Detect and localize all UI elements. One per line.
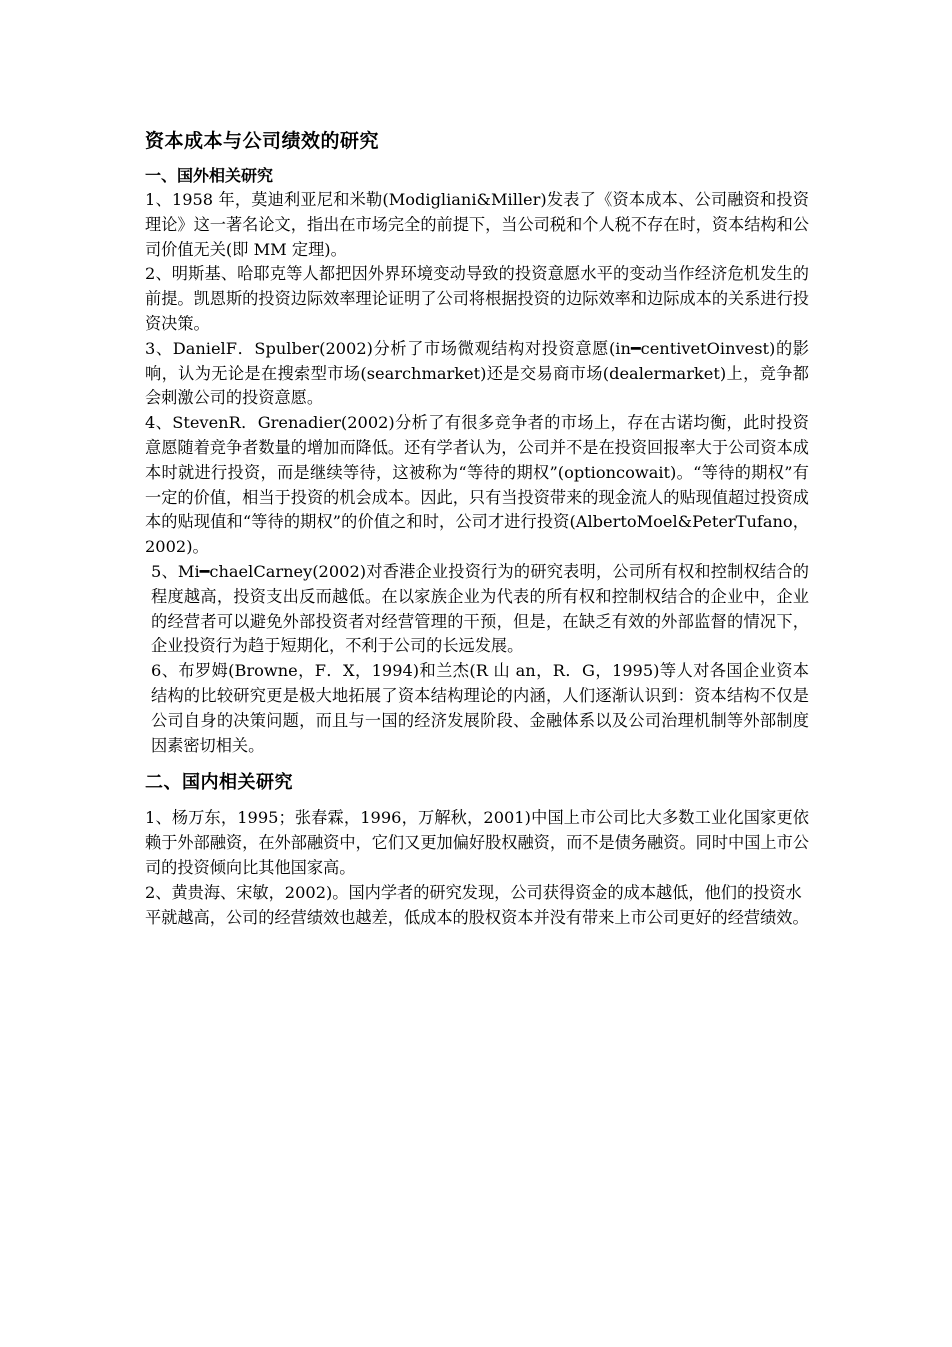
paragraph: 1、1958 年，莫迪利亚尼和米勒(Modigliani&Miller)发表了《资本成本、公司融资和投资理论》这一著名论文，指出在市场完全的前提下，当公司税和个人税不存在时，资本结构和公司价值无关(即 MM 定理)。: [145, 190, 809, 259]
paragraph: 5、Mi━chaelCarney(2002)对香港企业投资行为的研究表明，公司所有权和控制权结合的程度越高，投资支出反而越低。在以家族企业为代表的所有权和控制权结合的企业中，企业的经营者可以避免外部投资者对经营管理的干预，但是，在缺乏有效的外部监督的情况下，企业投资行为趋于短期化，不利于公司的长远发展。: [151, 561, 809, 656]
paragraph: 平就越高，公司的经营绩效也越差，低成本的股权资本并没有带来上市公司更好的经营绩效。: [145, 907, 809, 927]
section-domestic-research: [145, 770, 809, 930]
document-page: [145, 128, 809, 930]
section-heading-domestic: 二、国内相关研究: [145, 772, 293, 794]
paragraph: 2、黄贵海、宋敏，2002)。国内学者的研究发现，公司获得资金的成本越低，他们的投资水: [145, 882, 802, 902]
paragraph: 2、明斯基、哈耶克等人都把因外界环境变动导致的投资意愿水平的变动当作经济危机发生的前提。凯恩斯的投资边际效率理论证明了公司将根据投资的边际效率和边际成本的关系进行投资决策。: [145, 264, 809, 333]
section-foreign-research: [145, 164, 809, 758]
paragraph: 3、DanielF．Spulber(2002)分析了市场微观结构对投资意愿(in━centivetOinvest)的影响，认为无论是在搜索型市场(searchmarket)还是交易商市场(dealermarket)上，竞争都会刺激公司的投资意愿。: [145, 338, 809, 408]
paragraph: 4、StevenR．Grenadier(2002)分析了有很多竞争者的市场上，存在古诺均衡，此时投资意愿随着竞争者数量的增加而降低。还有学者认为，公司并不是在投资回报率大于公司资本成本时就进行投资，而是继续等待，这被称为“等待的期权”(optioncowait)。“等待的期权”有一定的价值，相当于投资的机会成本。因此，只有当投资带来的现金流人的贴现值超过投资成本的贴现值和“等待的期权”的价值之和时，公司才进行投资(AlbertoMoel&PeterTufano，2002)。: [145, 413, 809, 557]
section-heading-foreign: 一、国外相关研究: [145, 166, 274, 185]
paragraph: 1、杨万东，1995；张春霖，1996，万解秋，2001)中国上市公司比大多数工业化国家更依赖于外部融资，在外部融资中，它们又更加偏好股权融资，而不是债务融资。同时中国上市公司的投资倾向比其他国家高。: [145, 808, 809, 877]
document-title: 资本成本与公司绩效的研究: [145, 130, 380, 152]
paragraph: 6、布罗姆(Browne，F．X，1994)和兰杰(R 山 an，R．G，1995)等人对各国企业资本结构的比较研究更是极大地拓展了资本结构理论的内涵，人们逐渐认识到：资本结构不仅是公司自身的决策问题，而且与一国的经济发展阶段、金融体系以及公司治理机制等外部制度因素密切相关。: [151, 661, 809, 755]
